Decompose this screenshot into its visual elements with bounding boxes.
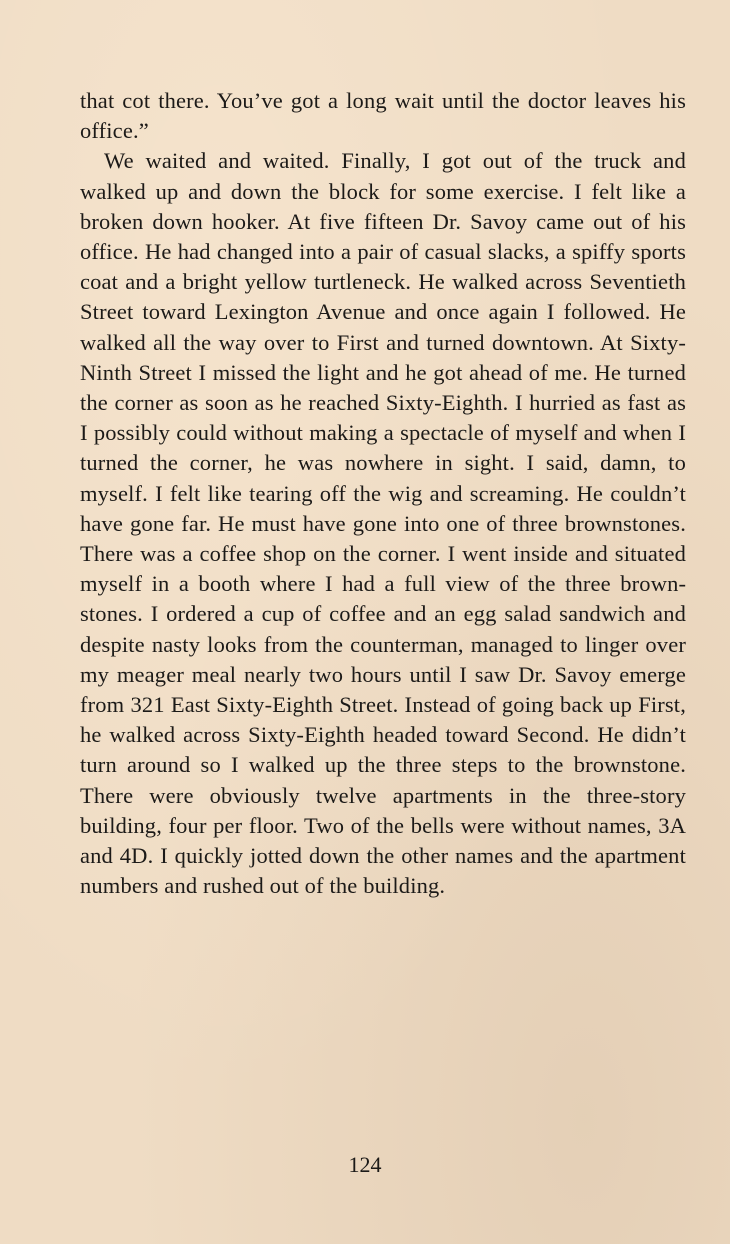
page-number: 124 (348, 1152, 382, 1177)
body-text (80, 86, 686, 901)
paragraph-continued: that cot there. You’ve got a long wait until the doctor leaves his office.” (80, 88, 686, 144)
paragraph: We waited and waited. Finally, I got out of the truck and walked up and down the block for some exercise. I felt like a broken down hooker. At five fifteen Dr. Savoy came out of his office. He had changed into a pair of casual slacks, a spiffy sports coat and a bright yellow turtleneck. He walked across Seventieth Street toward Lexington Avenue and once again I followed. He walked all the way over to First and turned downtown. At Sixty-Ninth Street I missed the light and he got ahead of me. He turned the corner as soon as he reached Sixty-Eighth. I hurried as fast as I possibly could without making a spectacle of myself and when I turned the corner, he was nowhere in sight. I said, damn, to myself. I felt like tearing off the wig and screaming. He couldn’t have gone far. He must have gone into one of three brownstones. There was a coffee shop on the corner. I went inside and situated myself in a booth where I had a full view of the three brownstones. I ordered a cup of coffee and an egg salad sandwich and despite nasty looks from the counterman, managed to linger over my meager meal nearly two hours until I saw Dr. Savoy emerge from 321 East Sixty-Eighth Street. Instead of going back up First, he walked across Sixty-Eighth headed toward Second. He didn’t turn around so I walked up the three steps to the brownstone. There were obviously twelve apartments in the three-story building, four per floor. Two of the bells were without names, 3A and 4D. I quickly jotted down the other names and the apartment numbers and rushed out of the building. (80, 148, 686, 899)
